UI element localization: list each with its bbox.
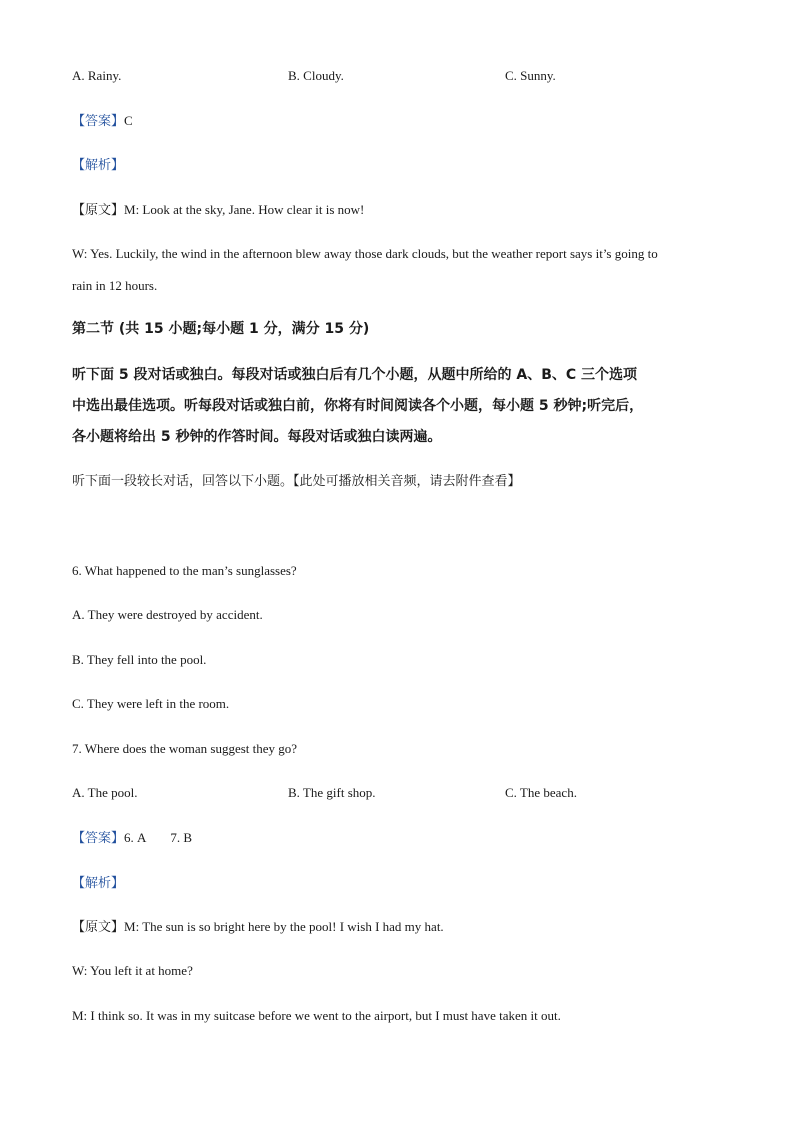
q7-option-c: C. The beach. (505, 785, 577, 800)
original-line-1 (72, 201, 364, 220)
section2-instruction-3: 各小题将给出 5 秒钟的作答时间。每段对话或独白读两遍。 (72, 429, 442, 445)
original-w-line-1: W: Yes. Luckily, the wind in the afternoon blew away those dark clouds, but the weather report says it’s going to (72, 246, 658, 261)
section2-instruction-2: 中选出最佳选项。听每段对话或独白前，你将有时间阅读各个小题，每小题 5 秒钟;听完后， (72, 398, 644, 414)
section2-heading: 第二节 (共 15 小题;每小题 1 分，满分 15 分) (72, 321, 370, 337)
answer-q7: 7. B (170, 830, 193, 845)
q5-option-c: C. Sunny. (505, 68, 556, 83)
original2-m-line-1: M: The sun is so bright here by the pool! I wish I had my hat. (124, 919, 444, 934)
analysis-tag: 【解析】 (72, 158, 125, 173)
analysis-tag: 【解析】 (72, 876, 125, 891)
section2-instruction-1: 听下面 5 段对话或独白。每段对话或独白后有几个小题，从题中所给的 A、B、C 三个选项 (72, 367, 638, 383)
answer-tag: 【答案】 (72, 831, 125, 846)
original2-m-line-2: M: I think so. It was in my suitcase before we went to the airport, but I must have taken it out. (72, 1008, 561, 1023)
analysis-line-1 (72, 156, 124, 175)
q6-option-c: C. They were left in the room. (72, 696, 230, 711)
listen-note: 听下面一段较长对话，回答以下小题。【此处可播放相关音频，请去附件查看】 (72, 474, 521, 489)
q6-option-b: B. They fell into the pool. (72, 652, 207, 667)
original-w-line-2: rain in 12 hours. (72, 278, 158, 293)
original2-w-line: W: You left it at home? (72, 963, 193, 978)
q5-option-b: B. Cloudy. (288, 68, 344, 83)
original-line-2 (72, 918, 444, 937)
original-m-line: M: Look at the sky, Jane. How clear it is now! (124, 202, 365, 217)
q7-option-b: B. The gift shop. (288, 785, 376, 800)
answer-tag: 【答案】 (72, 114, 125, 129)
answer-line-2 (72, 829, 192, 848)
answer-text: C (124, 113, 133, 128)
answer-line-1 (72, 112, 133, 131)
original-tag: 【原文】 (72, 920, 125, 935)
q5-option-a: A. Rainy. (72, 68, 122, 83)
q6-option-a: A. They were destroyed by accident. (72, 607, 263, 622)
q7-option-a: A. The pool. (72, 785, 138, 800)
q7-question: 7. Where does the woman suggest they go? (72, 741, 298, 756)
analysis-line-2 (72, 874, 124, 893)
original-tag: 【原文】 (72, 203, 125, 218)
answer-q6: 6. A (124, 830, 147, 845)
q6-question: 6. What happened to the man’s sunglasses? (72, 563, 297, 578)
